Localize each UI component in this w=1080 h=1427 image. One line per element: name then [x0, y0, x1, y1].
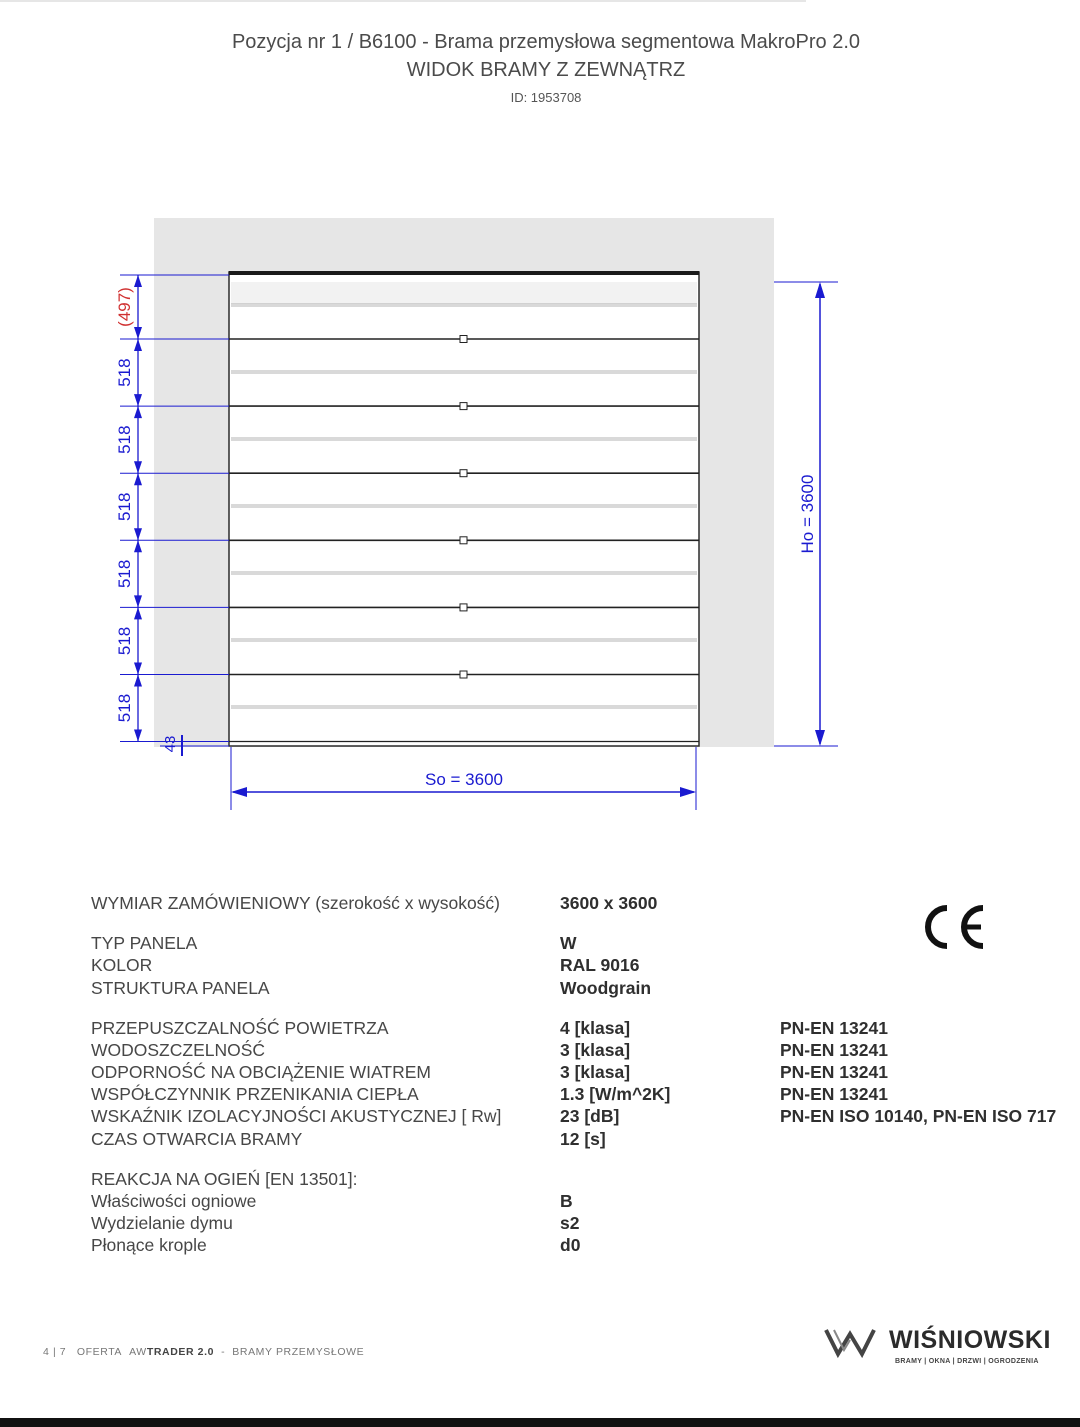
spec-value: Woodgrain [560, 978, 652, 998]
spec-label: Wydzielanie dymu [91, 1213, 233, 1233]
gate-leaf [229, 271, 699, 746]
footer-aw: AW [129, 1346, 147, 1358]
segment-dimension-label: 518 [115, 492, 134, 521]
hinge-marker [460, 470, 467, 477]
dimension-arrow [134, 607, 142, 619]
dimension-arrow [134, 406, 142, 418]
spec-label: CZAS OTWARCIA BRAMY [91, 1129, 303, 1149]
spec-value: RAL 9016 [560, 955, 640, 975]
spec-value: 4 [klasa] [560, 1018, 631, 1038]
spec-value: B [560, 1191, 573, 1211]
dimension-arrow [134, 327, 142, 339]
spec-standard: PN-EN 13241 [780, 1084, 888, 1104]
segment-dimension-label: 518 [115, 559, 134, 589]
spec-value: 3600 x 3600 [560, 893, 658, 913]
segment-dimension-label: 518 [115, 693, 134, 723]
hinge-marker [460, 403, 467, 410]
hinge-marker [460, 336, 467, 343]
dimension-arrow [134, 275, 142, 287]
height-dimension [774, 282, 838, 746]
spec-label: KOLOR [91, 955, 153, 975]
dimension-arrow [134, 339, 142, 351]
dimension-arrow [134, 473, 142, 485]
height-label: Ho = 3600 [798, 474, 817, 554]
dimension-arrow [134, 663, 142, 675]
spec-value: 12 [s] [560, 1129, 606, 1149]
spec-value: 1.3 [W/m^2K] [560, 1084, 671, 1104]
ce-mark-icon [917, 902, 987, 952]
page-number: 4 | 7 [43, 1346, 67, 1358]
spec-label: Płonące krople [91, 1235, 207, 1255]
spec-label: STRUKTURA PANELA [91, 978, 270, 998]
footer-separator: - [221, 1346, 226, 1358]
page-title: Pozycja nr 1 / B6100 - Brama przemysłowa segmentowa MakroPro 2.0 [231, 31, 861, 53]
view-title: WIDOK BRAMY Z ZEWNĄTRZ [406, 59, 686, 81]
footer-offer: OFERTA [76, 1346, 123, 1358]
bottom-offset-label: 43 [162, 735, 179, 753]
segment-dimension-label: (497) [115, 287, 134, 327]
footer-section: BRAMY PRZEMYSŁOWE [232, 1346, 365, 1358]
spec-value: 23 [dB] [560, 1106, 620, 1126]
company-name: WIŚNIOWSKI [889, 1326, 1051, 1354]
spec-standard: PN-EN 13241 [780, 1018, 888, 1038]
spec-label: WODOSZCZELNOŚĆ [91, 1040, 266, 1060]
spec-label: ODPORNOŚĆ NA OBCIĄŻENIE WIATREM [91, 1062, 431, 1082]
bottom-bar [0, 1418, 1080, 1427]
spec-label: PRZEPUSZCZALNOŚĆ POWIETRZA [91, 1018, 389, 1038]
spec-standard: PN-EN 13241 [780, 1062, 888, 1082]
spec-standard: PN-EN ISO 10140, PN-EN ISO 717 [780, 1106, 1057, 1126]
company-tagline: BRAMY | OKNA | DRZWI | OGRODZENIA [895, 1358, 1039, 1365]
width-label: So = 3600 [425, 770, 503, 789]
spec-label: Właściwości ogniowe [91, 1191, 257, 1211]
dimension-arrow [134, 595, 142, 607]
segment-dimension-label: 518 [115, 358, 134, 387]
hinge-marker [460, 604, 467, 611]
spec-standard: PN-EN 13241 [780, 1040, 888, 1060]
spec-label: WSKAŹNIK IZOLACYJNOŚCI AKUSTYCZNEJ [ Rw] [91, 1106, 502, 1126]
dimension-arrow [134, 394, 142, 406]
width-dimension [231, 747, 696, 810]
dimension-arrow [134, 540, 142, 552]
spec-value: W [560, 933, 577, 953]
segment-dimension-label: 518 [115, 626, 134, 656]
hinge-marker [460, 537, 467, 544]
footer-trader: TRADER 2.0 [146, 1346, 215, 1358]
dimension-arrow [134, 528, 142, 540]
spec-value: 3 [klasa] [560, 1062, 631, 1082]
dimension-arrow [134, 461, 142, 473]
spec-value: 3 [klasa] [560, 1040, 631, 1060]
dimension-arrow [134, 730, 142, 742]
spec-value: d0 [560, 1235, 581, 1255]
spec-label: REAKCJA NA OGIEŃ [EN 13501]: [91, 1169, 358, 1189]
segment-dimension-label: 518 [115, 425, 134, 454]
spec-label: TYP PANELA [91, 933, 198, 953]
spec-label: WYMIAR ZAMÓWIENIOWY (szerokość x wysokość) [91, 893, 501, 913]
spec-value: s2 [560, 1213, 580, 1233]
hinge-marker [460, 671, 467, 678]
spec-label: WSPÓŁCZYNNIK PRZENIKANIA CIEPŁA [91, 1084, 419, 1104]
document-id: ID: 1953708 [510, 90, 582, 105]
page-footer [43, 1346, 364, 1358]
dimension-arrow [134, 675, 142, 687]
